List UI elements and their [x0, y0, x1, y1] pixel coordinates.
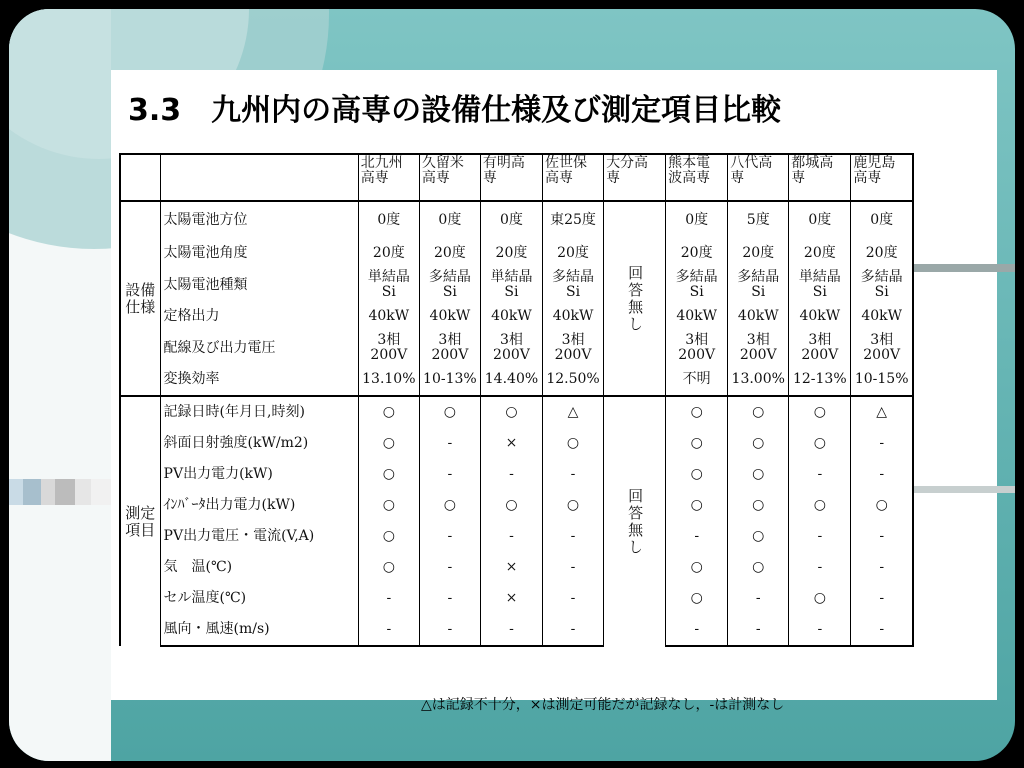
value-cell: 0度 — [480, 201, 542, 238]
value-cell: - — [543, 521, 604, 552]
value-cell: ○ — [666, 428, 728, 459]
value-cell: 0度 — [851, 201, 913, 238]
row-item-label: 太陽電池方位 — [160, 201, 358, 238]
value-cell: 10-15% — [851, 364, 913, 396]
row-item-label: 太陽電池角度 — [160, 238, 358, 269]
value-cell: 3相 200V — [666, 332, 728, 364]
value-cell: - — [728, 583, 789, 614]
value-cell: △ — [543, 396, 604, 428]
row-item-label: 気 温(℃) — [160, 552, 358, 583]
table-row — [120, 301, 913, 332]
value-cell: 20度 — [419, 238, 480, 269]
value-cell: 20度 — [358, 238, 419, 269]
table-row — [120, 238, 913, 269]
value-cell: - — [480, 459, 542, 490]
value-cell: 40kW — [851, 301, 913, 332]
value-cell: 不明 — [666, 364, 728, 396]
value-cell: 0度 — [358, 201, 419, 238]
value-cell: - — [543, 552, 604, 583]
value-cell: ○ — [728, 552, 789, 583]
row-item-label: 風向・風速(m/s) — [160, 614, 358, 646]
table-row — [120, 521, 913, 552]
value-cell: ○ — [480, 490, 542, 521]
value-cell: 13.00% — [728, 364, 789, 396]
value-cell: ○ — [666, 552, 728, 583]
value-cell: 多結晶 Si — [543, 269, 604, 301]
table-row — [120, 332, 913, 364]
row-item-label: PV出力電圧・電流(V,A) — [160, 521, 358, 552]
value-cell: - — [851, 583, 913, 614]
value-cell: 多結晶 Si — [851, 269, 913, 301]
value-cell: ○ — [358, 552, 419, 583]
column-header: 北九州 高専 — [358, 154, 419, 201]
column-header: 都城高 専 — [789, 154, 851, 201]
row-item-label: 配線及び出力電圧 — [160, 332, 358, 364]
value-cell: 40kW — [789, 301, 851, 332]
value-cell: × — [480, 552, 542, 583]
value-cell: 20度 — [728, 238, 789, 269]
value-cell: - — [419, 459, 480, 490]
table-row — [120, 490, 913, 521]
table-row — [120, 201, 913, 238]
value-cell: ○ — [358, 428, 419, 459]
table-row — [120, 614, 913, 646]
table-row — [120, 459, 913, 490]
value-cell: 12-13% — [789, 364, 851, 396]
value-cell: ○ — [789, 583, 851, 614]
value-cell: ○ — [543, 428, 604, 459]
value-cell: 40kW — [728, 301, 789, 332]
table-row — [120, 269, 913, 301]
value-cell: - — [851, 459, 913, 490]
value-cell: ○ — [419, 490, 480, 521]
value-cell: 13.10% — [358, 364, 419, 396]
value-cell: △ — [851, 396, 913, 428]
value-cell: 20度 — [851, 238, 913, 269]
table-row — [120, 552, 913, 583]
decor-stripe — [897, 486, 1015, 493]
value-cell: 20度 — [480, 238, 542, 269]
value-cell: ○ — [543, 490, 604, 521]
value-cell: 40kW — [543, 301, 604, 332]
value-cell: - — [543, 459, 604, 490]
value-cell: 多結晶 Si — [728, 269, 789, 301]
value-cell: × — [480, 428, 542, 459]
value-cell: 単結晶 Si — [358, 269, 419, 301]
value-cell: ○ — [789, 428, 851, 459]
value-cell: ○ — [419, 396, 480, 428]
decor-stripe — [897, 264, 1015, 272]
value-cell: ○ — [666, 396, 728, 428]
value-cell: - — [358, 583, 419, 614]
value-cell: - — [789, 614, 851, 646]
row-item-label: 斜面日射強度(kW/m2) — [160, 428, 358, 459]
column-header: 佐世保 高専 — [543, 154, 604, 201]
row-item-label: セル温度(℃) — [160, 583, 358, 614]
value-cell: - — [419, 583, 480, 614]
item-header-cell — [160, 154, 358, 201]
value-cell: ○ — [358, 490, 419, 521]
value-cell: ○ — [666, 583, 728, 614]
value-cell: ○ — [666, 490, 728, 521]
value-cell: - — [851, 614, 913, 646]
value-cell: - — [358, 614, 419, 646]
page-title: 3.3 九州内の高専の設備仕様及び測定項目比較 — [128, 93, 782, 128]
section-label: 測定 項目 — [120, 396, 160, 646]
value-cell: 12.50% — [543, 364, 604, 396]
row-item-label: PV出力電力(kW) — [160, 459, 358, 490]
value-cell: 3相 200V — [728, 332, 789, 364]
value-cell: ○ — [358, 521, 419, 552]
value-cell: 多結晶 Si — [419, 269, 480, 301]
value-cell: - — [480, 614, 542, 646]
value-cell: ○ — [666, 459, 728, 490]
value-cell: - — [419, 552, 480, 583]
value-cell: - — [666, 521, 728, 552]
value-cell: - — [851, 428, 913, 459]
value-cell: 3相 200V — [419, 332, 480, 364]
no-answer-cell: 回答無し — [604, 396, 666, 646]
table-row — [120, 364, 913, 396]
section-label: 設備 仕様 — [120, 201, 160, 396]
value-cell: - — [728, 614, 789, 646]
value-cell: - — [851, 521, 913, 552]
corner-cell — [120, 154, 160, 201]
column-header: 八代高 専 — [728, 154, 789, 201]
value-cell: 20度 — [789, 238, 851, 269]
value-cell: 10-13% — [419, 364, 480, 396]
value-cell: 3相 200V — [789, 332, 851, 364]
value-cell: 14.40% — [480, 364, 542, 396]
column-header: 鹿児島 高専 — [851, 154, 913, 201]
value-cell: ○ — [358, 459, 419, 490]
value-cell: ○ — [728, 521, 789, 552]
value-cell: 40kW — [666, 301, 728, 332]
value-cell: - — [543, 583, 604, 614]
value-cell: 40kW — [419, 301, 480, 332]
table-row — [120, 428, 913, 459]
legend-footnote: △は記録不十分，×は測定可能だが記録なし，-は計測なし — [421, 697, 785, 713]
table-row — [120, 583, 913, 614]
row-item-label: ｲﾝﾊﾞｰﾀ出力電力(kW) — [160, 490, 358, 521]
value-cell: ○ — [728, 459, 789, 490]
value-cell: - — [543, 614, 604, 646]
row-item-label: 定格出力 — [160, 301, 358, 332]
value-cell: ○ — [728, 428, 789, 459]
value-cell: - — [419, 614, 480, 646]
comparison-table — [119, 153, 914, 647]
value-cell: ○ — [789, 490, 851, 521]
value-cell: 東25度 — [543, 201, 604, 238]
value-cell: - — [419, 521, 480, 552]
value-cell: 0度 — [666, 201, 728, 238]
header-row — [120, 154, 913, 201]
value-cell: 3相 200V — [851, 332, 913, 364]
value-cell: 5度 — [728, 201, 789, 238]
column-header: 有明高 専 — [480, 154, 542, 201]
value-cell: - — [789, 459, 851, 490]
value-cell: 20度 — [666, 238, 728, 269]
value-cell: 0度 — [419, 201, 480, 238]
row-item-label: 変換効率 — [160, 364, 358, 396]
row-item-label: 太陽電池種類 — [160, 269, 358, 301]
column-header: 熊本電 波高専 — [666, 154, 728, 201]
column-header: 久留米 高専 — [419, 154, 480, 201]
value-cell: 20度 — [543, 238, 604, 269]
row-item-label: 記録日時(年月日,時刻) — [160, 396, 358, 428]
value-cell: - — [480, 521, 542, 552]
value-cell: ○ — [789, 396, 851, 428]
value-cell: 単結晶 Si — [789, 269, 851, 301]
value-cell: 40kW — [480, 301, 542, 332]
column-header: 大分高 専 — [604, 154, 666, 201]
value-cell: - — [419, 428, 480, 459]
value-cell: 40kW — [358, 301, 419, 332]
value-cell: ○ — [728, 396, 789, 428]
value-cell: - — [666, 614, 728, 646]
value-cell: 単結晶 Si — [480, 269, 542, 301]
decor-tiles — [9, 479, 111, 505]
value-cell: × — [480, 583, 542, 614]
value-cell: ○ — [728, 490, 789, 521]
value-cell: ○ — [851, 490, 913, 521]
value-cell: 3相 200V — [480, 332, 542, 364]
value-cell: - — [789, 521, 851, 552]
table-row — [120, 396, 913, 428]
value-cell: 3相 200V — [358, 332, 419, 364]
value-cell: 3相 200V — [543, 332, 604, 364]
value-cell: 多結晶 Si — [666, 269, 728, 301]
value-cell: 0度 — [789, 201, 851, 238]
no-answer-cell: 回答無し — [604, 201, 666, 396]
value-cell: - — [851, 552, 913, 583]
value-cell: ○ — [358, 396, 419, 428]
value-cell: ○ — [480, 396, 542, 428]
value-cell: - — [789, 552, 851, 583]
